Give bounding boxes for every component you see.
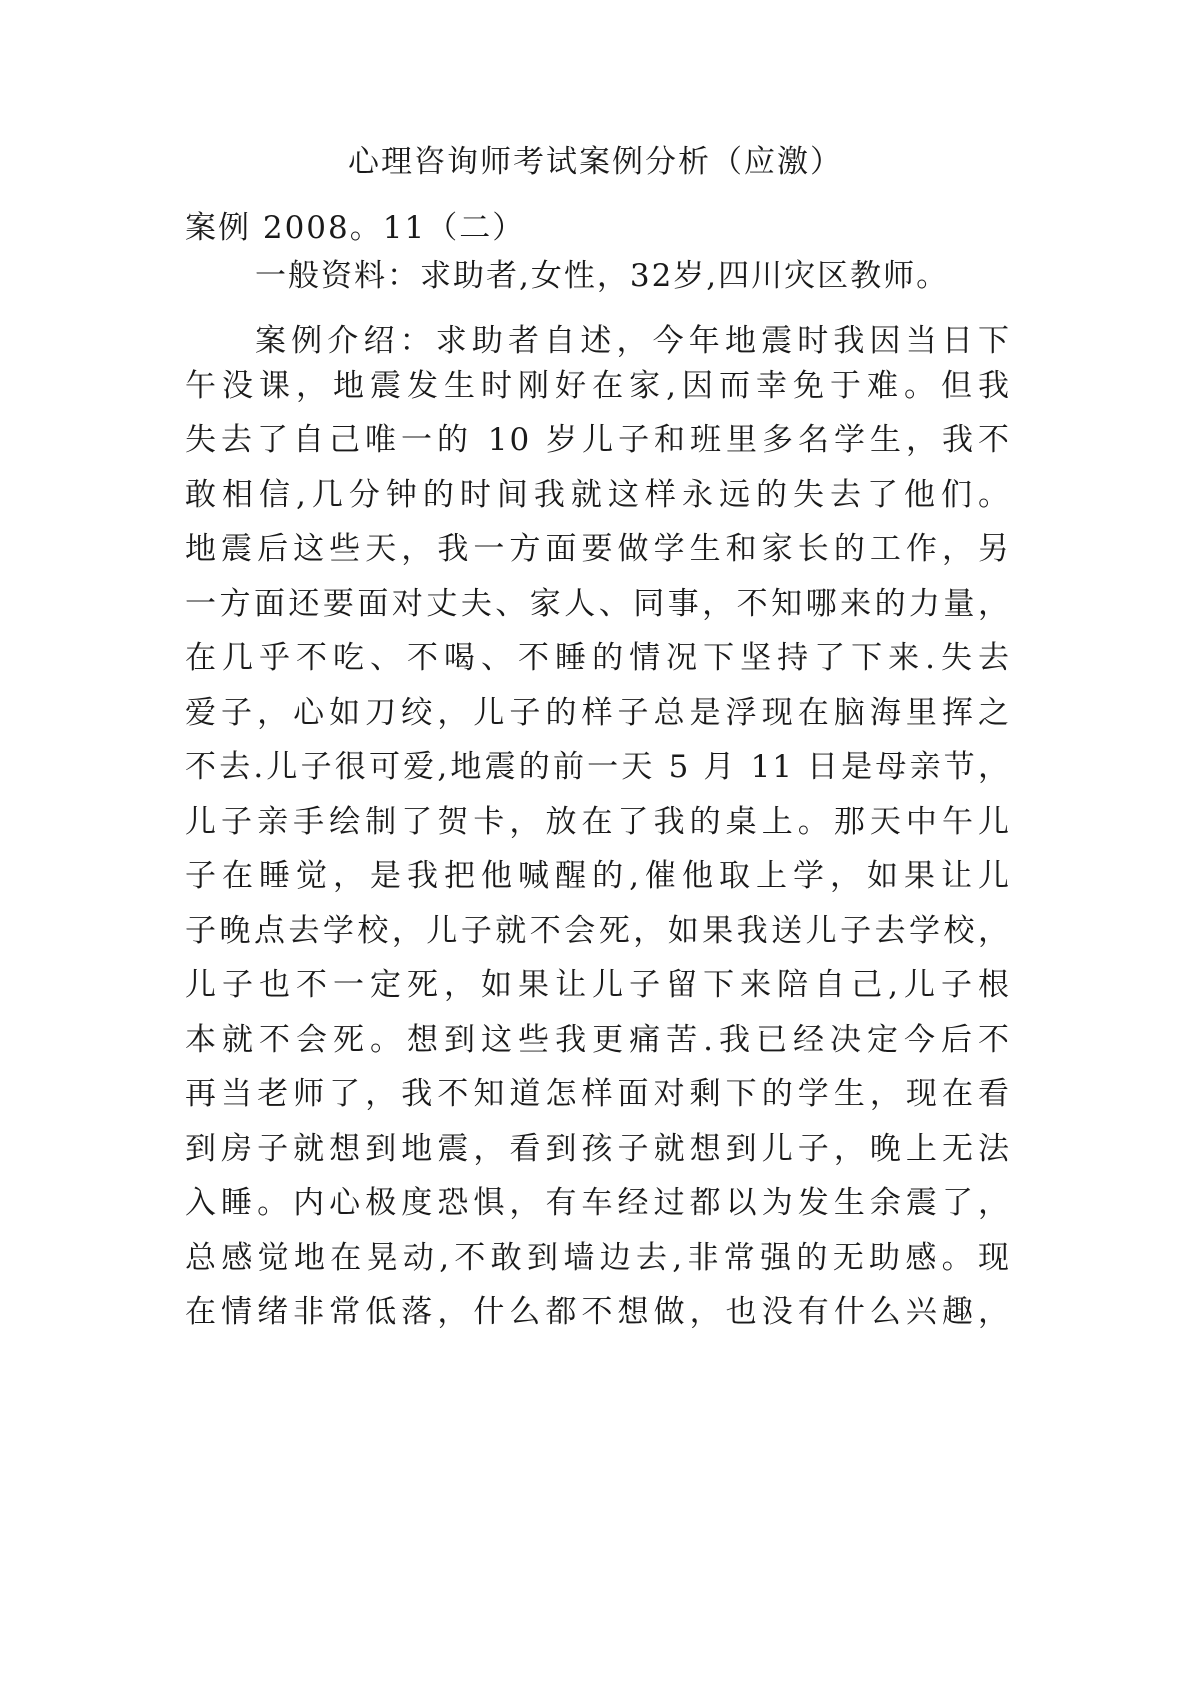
body-line: 午没课，地震发生时刚好在家,因而幸免于难。但我 <box>185 368 1011 404</box>
document-title: 心理咨询师考试案例分析（应激） <box>348 144 843 180</box>
body-line: 在几乎不吃、不喝、不睡的情况下坚持了下来.失去 <box>185 640 1011 676</box>
body-line: 失去了自己唯一的 10 岁儿子和班里多名学生，我不 <box>185 422 1011 458</box>
body-line: 不去.儿子很可爱,地震的前一天 5 月 11 日是母亲节， <box>185 749 1011 785</box>
body-line: 总感觉地在晃动,不敢到墙边去,非常强的无助感。现 <box>185 1240 1011 1276</box>
case-intro-line: 案例介绍：求助者自述，今年地震时我因当日下 <box>255 323 1011 359</box>
body-line: 敢相信,几分钟的时间我就这样永远的失去了他们。 <box>185 477 1011 513</box>
general-info-line: 一般资料：求助者,女性，32岁,四川灾区教师。 <box>255 258 950 294</box>
body-line: 入睡。内心极度恐惧，有车经过都以为发生余震了， <box>185 1185 1011 1221</box>
body-line: 一方面还要面对丈夫、家人、同事，不知哪来的力量， <box>185 586 1011 622</box>
body-line: 儿子也不一定死，如果让儿子留下来陪自己,儿子根 <box>185 967 1011 1003</box>
body-line: 再当老师了，我不知道怎样面对剩下的学生，现在看 <box>185 1076 1011 1112</box>
body-line: 本就不会死。想到这些我更痛苦.我已经决定今后不 <box>185 1022 1011 1058</box>
body-line: 爱子，心如刀绞，儿子的样子总是浮现在脑海里挥之 <box>185 695 1011 731</box>
body-line: 在情绪非常低落，什么都不想做，也没有什么兴趣， <box>185 1294 1011 1330</box>
body-line: 儿子亲手绘制了贺卡，放在了我的桌上。那天中午儿 <box>185 804 1011 840</box>
case-heading: 案例 2008。11（二） <box>185 210 526 246</box>
body-line: 子在睡觉，是我把他喊醒的,催他取上学，如果让儿 <box>185 858 1011 894</box>
body-line: 子晚点去学校，儿子就不会死，如果我送儿子去学校， <box>185 913 1011 949</box>
body-line: 到房子就想到地震，看到孩子就想到儿子，晚上无法 <box>185 1131 1011 1167</box>
body-line: 地震后这些天，我一方面要做学生和家长的工作，另 <box>185 531 1011 567</box>
